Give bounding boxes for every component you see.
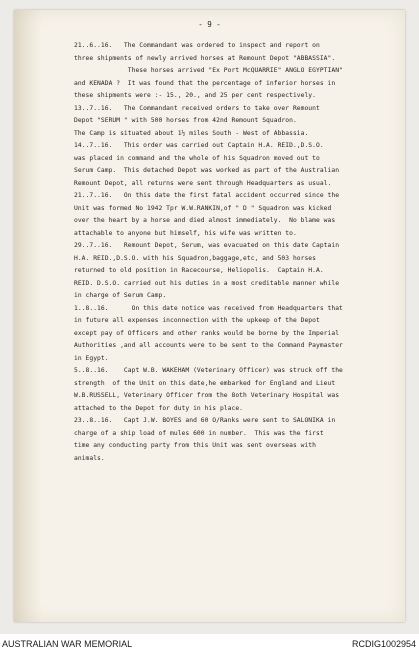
archive-footer: [0, 634, 419, 653]
text-line: 21..6..16. The Commandant was ordered to inspect and report on: [74, 42, 320, 49]
text-line: 23..8..16. Capt J.W. BOYES and 60 O/Ranks were sent to SALONIKA in: [74, 417, 336, 424]
text-line: strength of the Unit on this date,he embarked for England and Lieut: [74, 379, 336, 387]
document-body: [74, 40, 408, 465]
text-line: These horses arrived "Ex Port McQUARRIE" ANGLO EGYPTIAN": [74, 67, 343, 74]
archive-name: AUSTRALIAN WAR MEMORIAL: [2, 639, 133, 649]
text-line: attached to the Depot for duty in his place.: [74, 404, 244, 412]
text-line: over the heart by a horse and died almost immediately. No blame was: [74, 217, 336, 224]
text-line: Unit was formed No 1942 Tpr W.W.RANKIN,of " D " Squadron was kicked: [74, 204, 332, 212]
text-line: Serum Camp. This detached Depot was worked as part of the Australian: [74, 167, 340, 174]
text-line: in Egypt.: [74, 354, 109, 362]
document-page: [14, 10, 405, 622]
text-line: H.A. REID.,D.S.O. with his Squadron,baggage,etc, and 503 horses: [74, 254, 316, 262]
archive-reference: RCDIG1002954: [351, 639, 416, 649]
text-line: and KENADA ? It was found that the percentage of inferior horses in: [74, 79, 336, 87]
text-line: 5..8..16. Capt W.B. WAKEHAM (Veterinary Officer) was struck off the: [74, 367, 343, 374]
text-line: Authorities ,and all accounts were to be sent to the Command Paymaster: [74, 342, 343, 349]
text-line: 14..7..16. This order was carried out Captain H.A. REID.,D.S.O.: [74, 142, 324, 149]
text-line: time any conducting party from this Unit was sent overseas with: [74, 442, 316, 449]
text-line: three shipments of newly arrived horses at Remount Depot "ABBASSIA".: [74, 54, 336, 62]
text-line: in charge of Serum Camp.: [74, 292, 167, 299]
text-line: 29..7..16. Remount Depot, Serum, was evacuated on this date Captain: [74, 242, 340, 249]
text-line: returned to old position in Racecourse, Heliopolis. Captain H.A.: [74, 267, 324, 274]
page-edge-shadow: [14, 10, 42, 622]
text-line: The Camp is situated about 1½ miles South - West of Abbassia.: [74, 129, 309, 137]
text-line: REID. D.S.O. carried out his duties in a most creditable manner while: [74, 279, 340, 287]
page-number: - 9 -: [198, 20, 221, 29]
text-line: attachable to anyone but himself, his wife was written to.: [74, 229, 297, 237]
text-line: in future all expenses inconnection with the upkeep of the Depot: [74, 317, 320, 324]
text-line: charge of a ship load of mules 600 in number. This was the first: [74, 429, 324, 437]
text-line: animals.: [74, 454, 105, 462]
text-line: Depot "SERUM " with 500 horses from 42nd Remount Squadron.: [74, 117, 297, 124]
text-line: 21..7..16. On this date the first fatal accident occurred since the: [74, 192, 340, 199]
text-line: W.B.RUSSELL, Veterinary Officer from the 8oth Veterinary Hospital was: [74, 392, 340, 399]
text-line: 13..7..16. The Commandant received orders to take over Remount: [74, 104, 320, 112]
text-line: 1..8..16. On this date notice was received from Headquarters that: [74, 304, 343, 312]
text-line: these shipments were :- 15., 20., and 25 per cent respectively.: [74, 92, 316, 99]
text-line: except pay of Officers and other ranks would be borne by the Imperial: [74, 329, 340, 337]
text-line: Remount Depot, all returns were sent through Headquarters as usual.: [74, 179, 332, 187]
text-line: was placed in command and the whole of his Squadron moved out to: [74, 154, 320, 162]
